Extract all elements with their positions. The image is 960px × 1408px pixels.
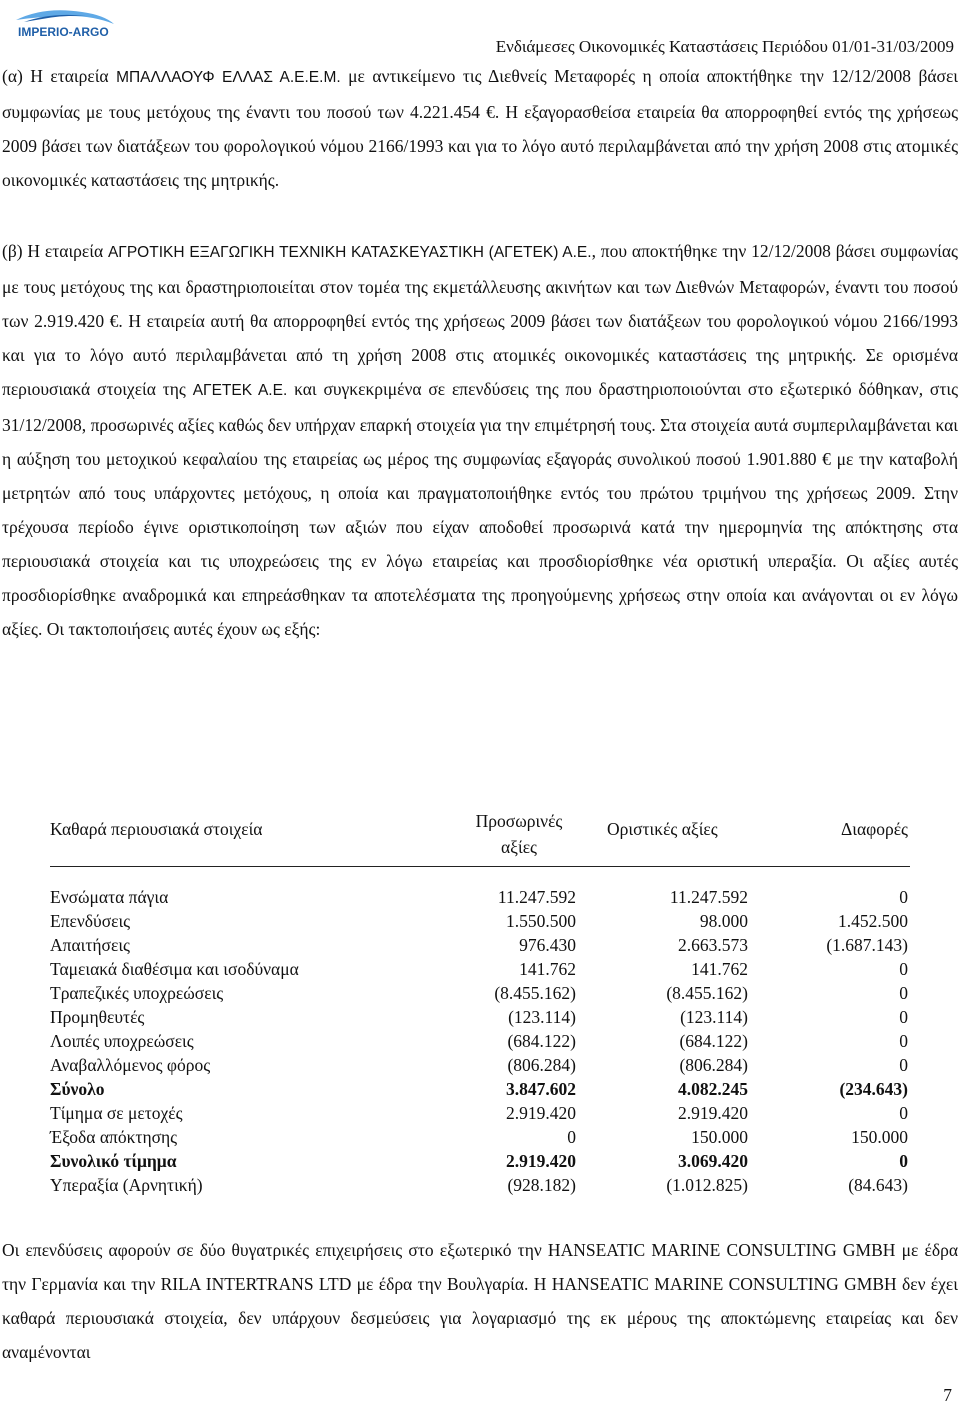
header-net-assets: Καθαρά περιουσιακά στοιχεία <box>50 819 263 839</box>
final-value: 3.069.420 <box>678 1151 748 1171</box>
row-label: Αναβαλλόμενος φόρος <box>50 1055 211 1075</box>
paragraph-b: (β) Η εταιρεία ΑΓΡΟΤΙΚΗ ΕΞΑΓΩΓΙΚΗ ΤΕΧΝΙΚΗ ΚΑΤΑΣΚΕΥΑΣΤΙΚΗ (ΑΓΕΤΕΚ) Α.Ε., που αποκτήθηκε την 12/12/2008 βάσει συμφωνίας με τους μετόχους της και δραστηριοποιείται στον τομέα της εκμετάλλευσης ακινήτων και των Διεθνών Μεταφορών, έναντι του ποσού των 2.919.420 €. Η εταιρεία αυτή θα απορροφηθεί εντός της χρήσεως 2009 βάσει των διατάξεων του φορολογικού νόμου 2166/1993 και για το λόγο αυτό περιλαμβάνεται από τη χρήση 2008 στις ατομικές οικονομικές καταστάσεις της μητρικής. Σε ορισμένα περιουσιακά στοιχεία της ΑΓΕΤΕΚ Α.Ε. και συγκεκριμένα σε επενδύσεις της που δραστηριοποιούνται στο εξωτερικό δόθηκαν, στις 31/12/2008, προσωρινές αξίες καθώς δεν υπήρχαν επαρκή στοιχεία για την επιμέτρησή τους. Στα στοιχεία αυτά συμπεριλαμβάνεται και η αύξηση του μετοχικού κεφαλαίου της εταιρείας ως μέρος της συμφωνίας εξαγοράς συνολικού ποσού 1.901.880 € με την καταβολή μετρητών από τους υπάρχοντες μετόχους, η οποία και πραγματοποιήθηκε εντός του πρώτου τριμήνου της χρήσεως 2009. Στην τρέχουσα περίοδο έγινε οριστικοποίηση των αξιών που είχαν αποδοθεί προσωρινά κατά την ημερομηνία της απόκτησης στα περιουσιακά στοιχεία και τις υποχρεώσεις της εν λόγω εταιρείας και προσδιορίσθηκε νέα οριστική υπεραξία. Οι αξίες αυτές προσδιορίσθηκε αναδρομικά και επηρεάσθηκαν τα αποτελέσματα της προηγούμενης χρήσεως στην οποία και ανάγονται οι εν λόγω αξίες. Οι τακτοποιήσεις αυτές έχουν ως εξής: <box>2 241 959 639</box>
final-value: 11.247.592 <box>669 887 748 907</box>
provisional-value: (123.114) <box>508 1007 576 1027</box>
header-provisional: Προσωρινές αξίες <box>475 811 563 857</box>
table-header <box>50 808 910 858</box>
table-row <box>50 957 910 981</box>
final-value: 4.082.245 <box>678 1079 748 1099</box>
provisional-value: (684.122) <box>507 1031 576 1051</box>
table-row <box>50 1005 910 1029</box>
provisional-value: (806.284) <box>507 1055 576 1075</box>
difference-value: 0 <box>899 1151 908 1171</box>
table-header-rule <box>50 866 910 867</box>
provisional-value: 3.847.602 <box>506 1079 576 1099</box>
table-row <box>50 1149 910 1173</box>
paragraph-c: Οι επενδύσεις αφορούν σε δύο θυγατρικές επιχειρήσεις στο εξωτερικό την HANSEATIC MARINE CONSULTING GMBH με έδρα την Γερμανία και την RILA INTERTRANS LTD με έδρα την Βουλγαρία. Η HANSEATIC MARINE CONSULTING GMBH δεν έχει καθαρά περιουσιακά στοιχεία, δεν υπάρχουν δεσμεύσεις για λογαριασμό της εκ μέρους της αποκτώμενης εταιρείας και δεν αναμένονται <box>2 1240 958 1362</box>
table-row <box>50 885 910 909</box>
final-value: 2.663.573 <box>678 935 748 955</box>
table-row <box>50 933 910 957</box>
table-row <box>50 981 910 1005</box>
document-header-title: Ενδιάμεσες Οικονομικές Καταστάσεις Περιόδου 01/01-31/03/2009 <box>495 37 954 56</box>
difference-value: 0 <box>899 959 908 979</box>
header-final: Οριστικές αξίες <box>607 819 718 839</box>
table-row <box>50 1077 910 1101</box>
provisional-value: (8.455.162) <box>494 983 576 1003</box>
header-differences: Διαφορές <box>841 819 908 839</box>
row-label: Επενδύσεις <box>50 911 131 931</box>
company-short-agetek: ΑΓΕΤΕΚ Α.Ε. <box>192 382 288 399</box>
row-label: Λοιπές υποχρεώσεις <box>50 1031 194 1051</box>
table-row <box>50 1125 910 1149</box>
provisional-value: 1.550.500 <box>506 911 576 931</box>
company-logo <box>4 2 122 40</box>
difference-value: 0 <box>899 1103 908 1123</box>
difference-value: 0 <box>899 1031 908 1051</box>
row-label: Συνολικό τίμημα <box>50 1151 177 1171</box>
difference-value: 150.000 <box>851 1127 908 1147</box>
row-label: Υπεραξία (Αρνητική) <box>50 1175 203 1195</box>
final-value: (1.012.825) <box>666 1175 748 1195</box>
table-row <box>50 1173 910 1197</box>
company-name-agetek: ΑΓΡΟΤΙΚΗ ΕΞΑΓΩΓΙΚΗ ΤΕΧΝΙΚΗ ΚΑΤΑΣΚΕΥΑΣΤΙΚΗ (ΑΓΕΤΕΚ) Α.Ε. <box>107 244 592 261</box>
final-value: 150.000 <box>691 1127 748 1147</box>
row-label: Τίμημα σε μετοχές <box>50 1103 183 1123</box>
difference-value: 0 <box>899 983 908 1003</box>
row-label: Προμηθευτές <box>50 1007 145 1027</box>
provisional-value: (928.182) <box>507 1175 576 1195</box>
row-label: Σύνολο <box>50 1079 105 1099</box>
final-value: (8.455.162) <box>666 983 748 1003</box>
page-number: 7 <box>943 1385 952 1405</box>
provisional-value: 2.919.420 <box>506 1103 576 1123</box>
row-label: Ενσώματα πάγια <box>50 887 169 907</box>
table-row <box>50 1053 910 1077</box>
provisional-value: 141.762 <box>519 959 576 979</box>
final-value: (684.122) <box>679 1031 748 1051</box>
table-row <box>50 1101 910 1125</box>
row-label: Τραπεζικές υποχρεώσεις <box>50 983 224 1003</box>
provisional-value: 2.919.420 <box>506 1151 576 1171</box>
difference-value: 1.452.500 <box>838 911 908 931</box>
difference-value: (234.643) <box>839 1079 908 1099</box>
provisional-value: 0 <box>567 1127 576 1147</box>
table-row <box>50 909 910 933</box>
logo-text: IMPERIO-ARGO <box>18 25 109 39</box>
difference-value: 0 <box>899 887 908 907</box>
difference-value: (84.643) <box>848 1175 908 1195</box>
company-name-ballaouf: ΜΠΑΛΛΑΟΥΦ ΕΛΛΑΣ Α.Ε.Ε.Μ. <box>116 69 341 86</box>
difference-value: 0 <box>899 1007 908 1027</box>
final-value: (123.114) <box>680 1007 748 1027</box>
provisional-value: 11.247.592 <box>497 887 576 907</box>
difference-value: 0 <box>899 1055 908 1075</box>
difference-value: (1.687.143) <box>826 935 908 955</box>
paragraph-a: (α) Η εταιρεία ΜΠΑΛΛΑΟΥΦ ΕΛΛΑΣ Α.Ε.Ε.Μ. με αντικείμενο τις Διεθνείς Μεταφορές η οποία αποκτήθηκε την 12/12/2008 βάσει συμφωνίας με τους μετόχους της έναντι του ποσού των 4.221.454 €. Η εξαγορασθείσα εταιρεία θα απορροφηθεί εντός της χρήσεως 2009 βάσει των διατάξεων του φορολογικού νόμου 2166/1993 και για το λόγο αυτό περιλαμβάνεται από την χρήση 2008 στις ατομικές οικονομικές καταστάσεις της μητρικής. <box>2 66 959 190</box>
row-label: Ταμειακά διαθέσιμα και ισοδύναμα <box>50 959 299 979</box>
final-value: 141.762 <box>691 959 748 979</box>
row-label: Έξοδα απόκτησης <box>50 1127 178 1147</box>
table-row <box>50 1029 910 1053</box>
provisional-value: 976.430 <box>519 935 576 955</box>
final-value: 98.000 <box>699 911 748 931</box>
final-value: 2.919.420 <box>678 1103 748 1123</box>
row-label: Απαιτήσεις <box>50 935 130 955</box>
adjustments-table <box>50 885 910 1197</box>
final-value: (806.284) <box>679 1055 748 1075</box>
